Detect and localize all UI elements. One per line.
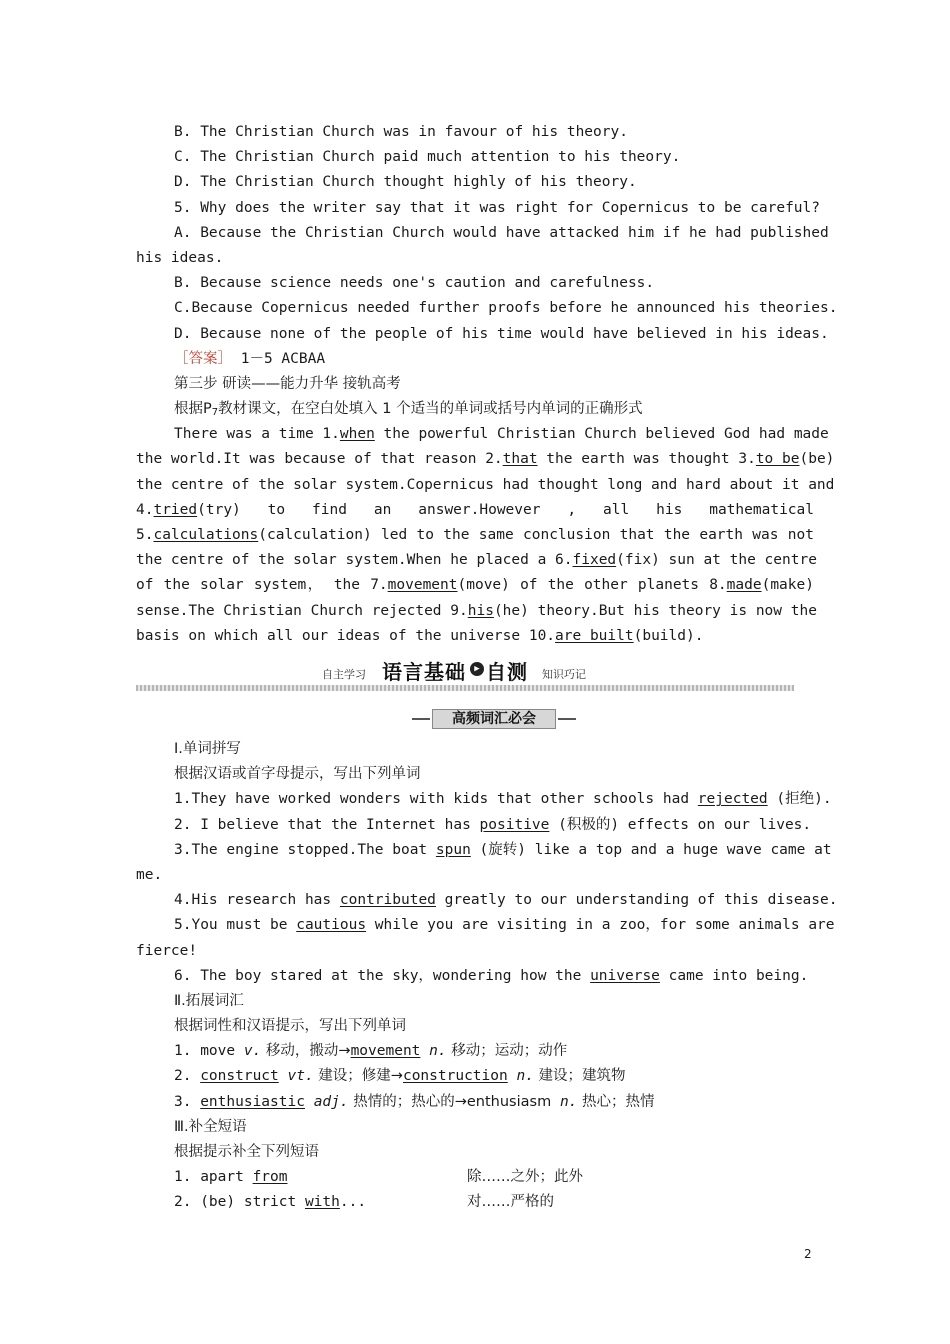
cloze-line-1 <box>136 422 829 447</box>
item-text: came into being. <box>659 967 809 984</box>
answer-value: 1－5 ACBAA <box>240 350 326 367</box>
heading-rule-left <box>412 718 430 720</box>
q4-option-c: C. The Christian Church paid much attention to his theory. <box>174 149 681 166</box>
item-text: (旋转) like a top and a huge wave came at <box>470 841 832 858</box>
vocab-section <box>136 737 838 1216</box>
sec3-item-1 <box>136 1165 814 1190</box>
sec2-title: Ⅱ.拓展词汇 <box>174 992 244 1009</box>
item-text: while you are visiting in a zoo，for some animals are <box>366 917 835 934</box>
sec2-item-3 <box>136 1090 814 1115</box>
item-text: 6. The boy stared at the sky，wondering how the <box>174 967 591 984</box>
item-text: 5.You must be <box>174 917 297 934</box>
cloze-text: (move) of the other planets 8. <box>457 577 727 594</box>
part-of-speech: n. <box>420 1043 447 1060</box>
sec1-item-5 <box>136 913 835 938</box>
subsection-title: 高频词汇必会 <box>432 709 556 729</box>
part-of-speech: n. <box>507 1068 534 1085</box>
cloze-text: the world.It was because of that reason 2. <box>136 451 503 468</box>
item-text: (拒绝). <box>767 791 832 808</box>
q5-option-a-line1: A. Because the Christian Church would have attacked him if he had published <box>174 224 829 241</box>
cloze-blank-7: movement <box>387 577 458 594</box>
item-text: 2. <box>174 1068 201 1085</box>
cloze-blank-4: tried <box>153 501 198 518</box>
subsection-heading <box>412 709 576 729</box>
step3-title: 第三步 研读——能力升华 接轨高考 <box>174 375 401 392</box>
cloze-blank-6: fixed <box>572 552 617 569</box>
cloze-line-2 <box>136 447 835 472</box>
item-answer: with <box>304 1194 340 1211</box>
cloze-text: the earth was thought 3. <box>537 451 756 468</box>
item-text: 建设；建筑物 <box>533 1068 626 1085</box>
cloze-blank-1: when <box>339 426 375 443</box>
step3-instruction <box>136 397 814 422</box>
part-of-speech: v. <box>243 1043 262 1060</box>
sec3-title: Ⅲ.补全短语 <box>174 1118 247 1135</box>
item-text: 移动，搬动→ <box>261 1043 351 1060</box>
cloze-text: (calculation) led to the same conclusion that the earth was not <box>258 527 814 543</box>
item-text: 2. I believe that the Internet has <box>174 816 480 833</box>
phrase-meaning: 除……之外；此外 <box>467 1169 583 1186</box>
banner-left-label: 自主学习 <box>322 668 366 681</box>
sec1-item-3 <box>136 838 832 863</box>
banner-divider <box>136 685 794 691</box>
banner-right-label: 知识巧记 <box>542 668 586 681</box>
item-answer: contributed <box>339 892 436 909</box>
sec2-item-2 <box>136 1064 814 1089</box>
item-text: 热心；热情 <box>577 1093 655 1110</box>
item-answer: construct <box>200 1068 279 1085</box>
part-of-speech: adj. <box>304 1093 349 1110</box>
item-text: 3. <box>174 1093 201 1110</box>
cloze-line-4 <box>136 498 814 523</box>
sec3-item-2 <box>136 1190 814 1215</box>
cloze-text: of the solar system， the 7. <box>136 577 388 594</box>
item-text: 建设；修建→ <box>313 1068 403 1085</box>
item-text: 4.His research has <box>174 892 340 909</box>
sec2-item-1 <box>136 1039 814 1064</box>
cloze-line-5 <box>136 523 814 548</box>
sec1-item-4 <box>136 888 838 913</box>
item-answer: enthusiastic <box>200 1093 305 1110</box>
q4-option-b: B. The Christian Church was in favour of his theory. <box>174 124 628 140</box>
part-of-speech: vt. <box>278 1068 314 1085</box>
answer-line <box>136 347 814 372</box>
cloze-text: (fix) sun at the centre <box>616 552 817 569</box>
cloze-text: There was a time 1. <box>174 426 340 443</box>
cloze-text: (build). <box>633 627 704 644</box>
item-answer: movement <box>350 1043 421 1060</box>
q4-option-d: D. The Christian Church thought highly of his theory. <box>174 174 637 191</box>
cloze-text: basis on which all our ideas of the universe 10. <box>136 627 556 644</box>
cloze-text: 4. <box>136 501 154 518</box>
item-answer: construction <box>402 1068 508 1085</box>
cloze-text: sense.The Christian Church rejected 9. <box>136 602 468 619</box>
cloze-blank-2: that <box>502 451 538 468</box>
item-text: 移动；运动；动作 <box>446 1043 568 1060</box>
cloze-text: (make) <box>761 577 814 594</box>
answer-label: ［答案］ <box>174 350 232 367</box>
cloze-text: (he) theory.But his theory is now the <box>493 602 817 619</box>
sec1-instruction: 根据汉语或首字母提示，写出下列单词 <box>174 766 421 783</box>
item-text: 1. apart <box>174 1169 253 1186</box>
instr-page-sub: 7 <box>211 407 219 419</box>
part-of-speech: n. <box>551 1093 578 1110</box>
cloze-blank-8: made <box>726 577 762 594</box>
sec1-title: Ⅰ.单词拼写 <box>174 741 241 757</box>
sec1-item-6 <box>136 964 814 989</box>
section-banner <box>136 656 794 692</box>
q5-stem: 5. Why does the writer say that it was right for Copernicus to be careful? <box>174 199 821 216</box>
page-number: 2 <box>804 1247 812 1261</box>
banner-arrow-icon: ▶ <box>470 662 484 676</box>
q5-option-c: C.Because Copernicus needed further proofs before he announced his theories. <box>174 300 838 317</box>
sec1-item-5-cont: fierce! <box>136 942 198 959</box>
cloze-line-3: the centre of the solar system.Copernicus had thought long and hard about it and <box>136 476 835 493</box>
item-text: 3.The engine stopped.The boat <box>174 841 436 858</box>
item-text: 1.They have worked wonders with kids that other schools had <box>174 791 698 808</box>
sec1-item-2 <box>136 813 814 838</box>
item-answer: universe <box>590 967 660 984</box>
cloze-text: the centre of the solar system.When he placed a 6. <box>136 552 573 569</box>
q5-option-b: B. Because science needs one's caution and carefulness. <box>174 275 655 292</box>
sec1-item-1 <box>136 787 832 812</box>
banner-title-part2: 自测 <box>486 660 528 684</box>
cloze-text: 5. <box>136 527 154 543</box>
cloze-blank-5: calculations <box>153 527 259 543</box>
document-body <box>136 120 838 649</box>
cloze-line-9 <box>136 624 814 649</box>
item-text: 热情的；热心的→enthusiasm <box>348 1093 552 1110</box>
heading-rule-right <box>558 718 576 720</box>
cloze-blank-3: to be <box>755 451 800 468</box>
item-text: 2. (be) strict <box>174 1194 305 1211</box>
item-answer: positive <box>479 816 550 833</box>
item-answer: spun <box>435 841 471 858</box>
cloze-text: the powerful Christian Church believed God had made <box>374 426 829 443</box>
instr-part: 教材课文，在空白处填入 1 个适当的单词或括号内单词的正确形式 <box>218 401 643 418</box>
cloze-text: (be) <box>799 451 835 468</box>
item-answer: rejected <box>697 791 768 808</box>
q5-option-a-line2: his ideas. <box>136 249 224 266</box>
item-text: greatly to our understanding of this disease. <box>435 892 838 909</box>
q5-option-d: D. Because none of the people of his time would have believed in his ideas. <box>174 325 829 342</box>
cloze-line-7 <box>136 573 814 598</box>
sec3-instruction: 根据提示补全下列短语 <box>174 1144 319 1160</box>
phrase-meaning: 对……严格的 <box>467 1194 554 1211</box>
cloze-line-6 <box>136 548 817 573</box>
cloze-blank-9: his <box>467 602 494 619</box>
cloze-blank-10: are built <box>555 627 634 644</box>
banner-title-part1: 语言基础 <box>382 660 466 684</box>
item-answer: from <box>252 1169 288 1186</box>
item-text: ... <box>339 1194 367 1211</box>
item-answer: cautious <box>296 917 367 934</box>
item-text: (积极的) effects on our lives. <box>549 816 812 833</box>
sec1-item-3-cont: me. <box>136 866 163 883</box>
cloze-text: (try) to find an answer.However , all his mathematical <box>197 501 814 518</box>
instr-part: 根据P <box>174 401 212 418</box>
item-text: 1. move <box>174 1043 244 1060</box>
sec2-instruction: 根据词性和汉语提示，写出下列单词 <box>174 1018 406 1035</box>
cloze-line-8 <box>136 599 817 624</box>
